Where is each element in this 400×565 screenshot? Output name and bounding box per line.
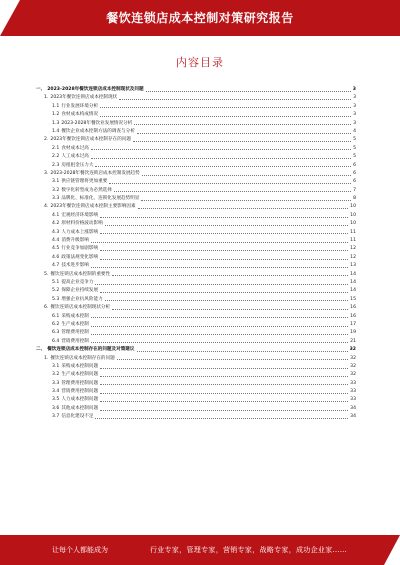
toc-entry-page: 6 bbox=[353, 170, 356, 176]
toc-entry-title: 食材成本过高 bbox=[61, 145, 89, 151]
toc-entry-title: 行业发展环境分析 bbox=[61, 103, 99, 109]
toc-entry-page: 11 bbox=[350, 238, 356, 244]
toc-entry-page: 5 bbox=[353, 137, 356, 143]
toc-dot-leader bbox=[100, 376, 348, 377]
toc-entry-page: 3 bbox=[353, 95, 356, 101]
toc-entry-title: 行业竞争加剧影响 bbox=[61, 246, 99, 252]
toc-entry-number: 6.2 bbox=[52, 321, 60, 327]
toc-entry[interactable] bbox=[36, 145, 356, 153]
toc-entry-page: 11 bbox=[350, 229, 356, 235]
toc-entry-title: 餐饮企业成本控制方法的调查与分析 bbox=[61, 128, 135, 134]
toc-entry-page: 10 bbox=[350, 204, 356, 210]
toc-entry-page: 32 bbox=[350, 355, 356, 361]
toc-entry-page: 14 bbox=[350, 271, 356, 277]
toc-entry-title: 其他成本控制问题 bbox=[61, 405, 99, 411]
toc-entry[interactable] bbox=[36, 396, 356, 404]
toc-entry[interactable] bbox=[36, 212, 356, 220]
toc-entry-number: 1.2 bbox=[52, 112, 60, 118]
toc-dot-leader bbox=[91, 317, 348, 318]
toc-entry-number: 4.1 bbox=[52, 212, 60, 218]
toc-entry[interactable] bbox=[36, 262, 356, 270]
toc-entry-number: 4.2 bbox=[52, 221, 60, 227]
footer-corner-notch bbox=[384, 535, 400, 565]
toc-entry-number: 3.4 bbox=[52, 389, 60, 395]
toc-entry[interactable] bbox=[36, 220, 356, 228]
toc-entry-page: 33 bbox=[350, 389, 356, 395]
toc-dot-leader bbox=[91, 149, 351, 150]
toc-entry-title: 餐饮连锁店成本控制的重要性 bbox=[50, 271, 111, 277]
toc-entry-number: 3.2 bbox=[52, 187, 60, 193]
toc-entry[interactable] bbox=[36, 203, 356, 211]
toc-entry[interactable] bbox=[36, 413, 356, 421]
toc-entry-number: 3. bbox=[44, 170, 49, 176]
toc-dot-leader bbox=[100, 368, 348, 369]
toc-dot-leader bbox=[137, 133, 351, 134]
toc-entry-page: 10 bbox=[350, 212, 356, 218]
toc-entry[interactable] bbox=[36, 170, 356, 178]
toc-entry-page: 12 bbox=[350, 254, 356, 260]
toc-dot-leader bbox=[100, 217, 348, 218]
toc-entry-page: 14 bbox=[350, 288, 356, 294]
toc-entry-number: 2. bbox=[44, 137, 49, 143]
toc-entry-title: 餐饮连锁店成本控制现状分析 bbox=[50, 305, 111, 311]
toc-entry-page: 13 bbox=[350, 263, 356, 269]
toc-entry-page: 12 bbox=[350, 246, 356, 252]
toc-dot-leader bbox=[91, 267, 348, 268]
toc-entry-title: 2023年餐饮连锁店成本控制存在的问题 bbox=[50, 137, 131, 143]
toc-entry-page: 5 bbox=[353, 154, 356, 160]
toc-entry-page: 3 bbox=[353, 103, 356, 109]
toc-entry[interactable] bbox=[36, 136, 356, 144]
toc-entry-page: 16 bbox=[350, 305, 356, 311]
toc-entry-number: 1.4 bbox=[52, 128, 60, 134]
toc-dot-leader bbox=[95, 284, 348, 285]
toc-entry-number: 2.2 bbox=[52, 154, 60, 160]
toc-entry-number: 3.1 bbox=[52, 363, 60, 369]
toc-entry-number: 3.3 bbox=[52, 196, 60, 202]
toc-entry-number: 4.7 bbox=[52, 263, 60, 269]
toc-dot-leader bbox=[133, 141, 351, 142]
toc-dot-leader bbox=[100, 107, 351, 108]
toc-entry[interactable] bbox=[36, 187, 356, 195]
toc-dot-leader bbox=[100, 401, 348, 402]
toc-dot-leader bbox=[142, 175, 351, 176]
toc-dot-leader bbox=[95, 166, 351, 167]
toc-dot-leader bbox=[117, 359, 348, 360]
toc-entry[interactable] bbox=[36, 271, 356, 279]
toc-dot-leader bbox=[100, 233, 348, 234]
toc-entry-number: 5.3 bbox=[52, 296, 60, 302]
toc-entry-title: 人力成本上涨影响 bbox=[61, 229, 99, 235]
toc-entry[interactable] bbox=[36, 128, 356, 136]
toc-entry-page: 33 bbox=[350, 397, 356, 403]
toc-dot-leader bbox=[100, 393, 348, 394]
toc-entry-page: 4 bbox=[353, 128, 356, 134]
toc-entry-page: 7 bbox=[353, 187, 356, 193]
footer-slogan-left: 让每个人都能成为 bbox=[52, 546, 108, 554]
toc-entry-page: 19 bbox=[350, 330, 356, 336]
toc-entry-page: 6 bbox=[353, 179, 356, 185]
toc-entry[interactable] bbox=[36, 363, 356, 371]
toc-entry[interactable] bbox=[36, 321, 356, 329]
toc-dot-leader bbox=[100, 259, 348, 260]
toc-entry[interactable] bbox=[36, 162, 356, 170]
toc-entry[interactable] bbox=[36, 245, 356, 253]
toc-entry-title: 提高企业竞争力 bbox=[61, 279, 94, 285]
toc-entry-title: 2023-2028年餐饮连锁店成本控制现状及问题 bbox=[47, 87, 144, 92]
toc-entry-title: 品牌化、标准化、连锁化发展趋势明显 bbox=[61, 196, 140, 202]
toc-entry-title: 技术进步影响 bbox=[61, 263, 89, 269]
toc-entry-number: 3.2 bbox=[52, 372, 60, 378]
toc-entry[interactable] bbox=[36, 86, 356, 94]
toc-dot-leader bbox=[100, 292, 348, 293]
toc-entry-number: 4.3 bbox=[52, 229, 60, 235]
toc-entry-title: 采购成本控制问题 bbox=[61, 363, 99, 369]
toc-entry[interactable] bbox=[36, 380, 356, 388]
toc-entry-page: 34 bbox=[350, 414, 356, 420]
toc-entry-title: 增强企业抗风险能力 bbox=[61, 296, 103, 302]
toc-entry[interactable] bbox=[36, 405, 356, 413]
toc-entry-page: 34 bbox=[350, 405, 356, 411]
toc-dot-leader bbox=[100, 250, 348, 251]
toc-entry-number: 1. bbox=[44, 355, 49, 361]
toc-entry-title: 餐饮连锁店成本控制存在的问题 bbox=[50, 355, 115, 361]
toc-dot-leader bbox=[100, 384, 348, 385]
toc-dot-leader bbox=[119, 99, 351, 100]
toc-entry-title: 2023年餐饮连锁店成本控制现状 bbox=[50, 95, 118, 101]
toc-entry[interactable] bbox=[36, 371, 356, 379]
toc-entry-number: 1.1 bbox=[52, 103, 60, 109]
toc-entry[interactable] bbox=[36, 355, 356, 363]
toc-entry-page: 6 bbox=[353, 162, 356, 168]
toc-entry-page: 5 bbox=[353, 145, 356, 151]
toc-dot-leader bbox=[109, 183, 351, 184]
toc-dot-leader bbox=[137, 351, 348, 352]
toc-dot-leader bbox=[91, 342, 348, 343]
toc-entry-title: 政策法规变化影响 bbox=[61, 254, 99, 260]
toc-entry[interactable] bbox=[36, 346, 356, 354]
toc-entry[interactable] bbox=[36, 111, 356, 119]
toc-dot-leader bbox=[105, 300, 348, 301]
toc-dot-leader bbox=[112, 309, 348, 310]
toc-entry-page: 21 bbox=[350, 338, 356, 344]
toc-entry-number: 6.3 bbox=[52, 330, 60, 336]
toc-entry-title: 营销费用控制问题 bbox=[61, 389, 99, 395]
toc-dot-leader bbox=[141, 200, 351, 201]
toc-dot-leader bbox=[100, 116, 351, 117]
toc-entry-title: 原材料价格波动影响 bbox=[61, 221, 103, 227]
toc-entry-number: 3.3 bbox=[52, 380, 60, 386]
toc-entry-title: 营销费用控制 bbox=[61, 338, 89, 344]
toc-entry-page: 32 bbox=[350, 363, 356, 369]
toc-entry-title: 人工成本过高 bbox=[61, 154, 89, 160]
footer-slogan-right: 行业专家，管理专家，营销专家，战略专家，成功企业家…… bbox=[150, 546, 348, 554]
toc-entry-title: 2023年餐饮连锁店成本控制主要影响因素 bbox=[50, 204, 136, 210]
toc-entry[interactable] bbox=[36, 254, 356, 262]
toc-entry-number: 一、 bbox=[36, 87, 46, 92]
toc-entry-number: 5. bbox=[44, 271, 49, 277]
toc-entry-number: 2.3 bbox=[52, 162, 60, 168]
toc-entry-page: 3 bbox=[353, 120, 356, 126]
toc-entry-title: 生产成本控制 bbox=[61, 321, 89, 327]
report-title: 餐饮连锁店成本控制对策研究报告 bbox=[106, 11, 294, 25]
toc-entry-number: 二、 bbox=[36, 347, 46, 353]
toc-entry-page: 15 bbox=[350, 296, 356, 302]
toc-entry-number: 6. bbox=[44, 305, 49, 311]
toc-entry[interactable] bbox=[36, 279, 356, 287]
toc-entry-number: 4.4 bbox=[52, 238, 60, 244]
toc-entry-number: 3.5 bbox=[52, 397, 60, 403]
toc-entry[interactable] bbox=[36, 388, 356, 396]
toc-dot-leader bbox=[112, 275, 348, 276]
toc-dot-leader bbox=[91, 326, 348, 327]
toc-entry[interactable] bbox=[36, 237, 356, 245]
toc-entry[interactable] bbox=[36, 338, 356, 346]
toc-entry-title: 保障企业持续发展 bbox=[61, 288, 99, 294]
toc-dot-leader bbox=[91, 158, 351, 159]
toc-dot-leader bbox=[95, 418, 348, 419]
toc-entry-title: 管理费用控制 bbox=[61, 330, 89, 336]
toc-entry[interactable] bbox=[36, 287, 356, 295]
toc-entry-title: 2023-2028年餐饮业发展情况分析 bbox=[61, 120, 133, 126]
toc-dot-leader bbox=[91, 334, 348, 335]
toc-entry[interactable] bbox=[36, 153, 356, 161]
toc-entry[interactable] bbox=[36, 103, 356, 111]
toc-dot-leader bbox=[91, 242, 348, 243]
header-bar bbox=[0, 0, 400, 36]
toc-entry-title: 信息化建设不足 bbox=[61, 414, 94, 420]
toc-entry-number: 1. bbox=[44, 95, 49, 101]
toc-dot-leader bbox=[146, 91, 351, 92]
toc-entry-number: 1.3 bbox=[52, 120, 60, 126]
toc-entry-title: 供应链管理将更加重要 bbox=[61, 179, 108, 185]
toc-entry-number: 5.1 bbox=[52, 279, 60, 285]
toc-entry-number: 3.7 bbox=[52, 414, 60, 420]
toc-entry-title: 食材成本构成情况 bbox=[61, 112, 99, 118]
toc-entry-number: 2.1 bbox=[52, 145, 60, 151]
toc-entry-page: 3 bbox=[352, 87, 356, 92]
toc-entry-page: 8 bbox=[353, 196, 356, 202]
toc-entry-number: 4.6 bbox=[52, 254, 60, 260]
toc-entry-title: 2023-2028年餐饮连锁店成本控制发展趋势 bbox=[50, 170, 140, 176]
toc-dot-leader bbox=[114, 191, 351, 192]
toc-entry-number: 6.1 bbox=[52, 313, 60, 319]
toc-entry-title: 消费升级影响 bbox=[61, 238, 89, 244]
toc-entry[interactable] bbox=[36, 304, 356, 312]
toc-entry-page: 10 bbox=[350, 221, 356, 227]
toc-entry-page: 33 bbox=[350, 380, 356, 386]
toc-heading: 内容目录 bbox=[176, 56, 224, 69]
toc-dot-leader bbox=[138, 208, 349, 209]
toc-entry[interactable] bbox=[36, 120, 356, 128]
toc-entry-page: 17 bbox=[350, 321, 356, 327]
toc-entry-number: 6.4 bbox=[52, 338, 60, 344]
toc-entry[interactable] bbox=[36, 94, 356, 102]
table-of-contents bbox=[36, 86, 356, 422]
toc-dot-leader bbox=[100, 410, 348, 411]
toc-entry-number: 5.2 bbox=[52, 288, 60, 294]
toc-entry-number: 4.5 bbox=[52, 246, 60, 252]
toc-entry-page: 3 bbox=[353, 112, 356, 118]
toc-entry-title: 房租租金压力大 bbox=[61, 162, 94, 168]
toc-entry[interactable] bbox=[36, 296, 356, 304]
toc-entry-title: 人力成本控制问题 bbox=[61, 397, 99, 403]
toc-entry-number: 3.6 bbox=[52, 405, 60, 411]
toc-entry-title: 管理费用控制问题 bbox=[61, 380, 99, 386]
toc-dot-leader bbox=[105, 225, 348, 226]
toc-entry-title: 宏观经济环境影响 bbox=[61, 212, 99, 218]
toc-entry[interactable] bbox=[36, 229, 356, 237]
toc-entry[interactable] bbox=[36, 329, 356, 337]
toc-entry-title: 餐饮连锁店成本控制存在的问题及对策建议 bbox=[47, 347, 135, 353]
toc-entry-number: 3.1 bbox=[52, 179, 60, 185]
toc-entry-page: 16 bbox=[350, 313, 356, 319]
toc-entry-title: 采购成本控制 bbox=[61, 313, 89, 319]
toc-entry-page: 32 bbox=[349, 347, 356, 353]
toc-entry[interactable] bbox=[36, 178, 356, 186]
toc-entry[interactable] bbox=[36, 313, 356, 321]
footer-bar bbox=[0, 535, 400, 565]
toc-entry-page: 14 bbox=[350, 279, 356, 285]
toc-dot-leader bbox=[134, 124, 351, 125]
toc-entry[interactable] bbox=[36, 195, 356, 203]
toc-entry-title: 生产成本控制问题 bbox=[61, 372, 99, 378]
toc-entry-number: 4. bbox=[44, 204, 49, 210]
toc-entry-title: 数字化转型成为必然选择 bbox=[61, 187, 112, 193]
toc-entry-page: 32 bbox=[350, 372, 356, 378]
